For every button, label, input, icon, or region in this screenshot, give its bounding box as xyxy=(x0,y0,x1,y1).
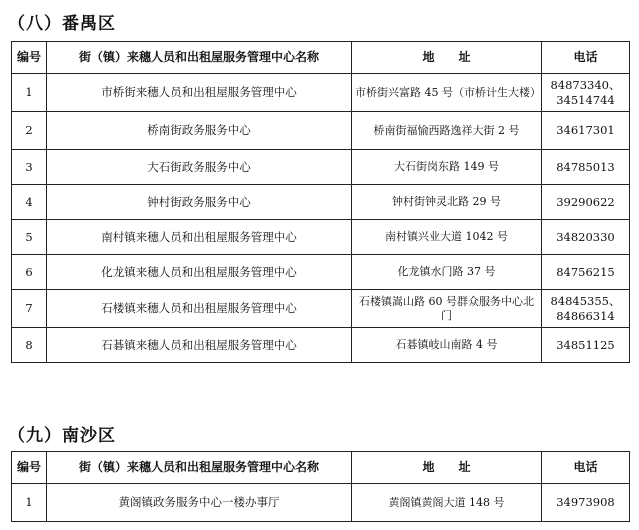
cell-address: 南村镇兴业大道 1042 号 xyxy=(352,220,542,255)
header-number: 编号 xyxy=(12,452,47,484)
table-header-row xyxy=(12,452,630,484)
cell-number: 3 xyxy=(12,150,47,185)
cell-name: 南村镇来穗人员和出租屋服务管理中心 xyxy=(47,220,352,255)
cell-address: 石楼镇嵩山路 60 号群众服务中心北门 xyxy=(352,290,542,328)
cell-name: 钟村街政务服务中心 xyxy=(47,185,352,220)
cell-name: 石楼镇来穗人员和出租屋服务管理中心 xyxy=(47,290,352,328)
cell-number: 1 xyxy=(12,484,47,522)
header-name: 街（镇）来穗人员和出租屋服务管理中心名称 xyxy=(47,452,352,484)
cell-number: 2 xyxy=(12,112,47,150)
table-row xyxy=(12,185,630,220)
cell-name: 黄阁镇政务服务中心一楼办事厅 xyxy=(47,484,352,522)
cell-address: 市桥街兴富路 45 号（市桥计生大楼） xyxy=(352,74,542,112)
cell-address: 桥南街福愉西路逸祥大街 2 号 xyxy=(352,112,542,150)
table-row xyxy=(12,150,630,185)
cell-phone: 34820330 xyxy=(542,220,630,255)
cell-name: 大石街政务服务中心 xyxy=(47,150,352,185)
table-row xyxy=(12,484,630,522)
header-address: 地 址 xyxy=(352,452,542,484)
office-table-nansha xyxy=(11,451,630,522)
cell-phone: 84845355、84866314 xyxy=(542,290,630,328)
header-phone: 电话 xyxy=(542,42,630,74)
cell-name: 石碁镇来穗人员和出租屋服务管理中心 xyxy=(47,328,352,363)
cell-address: 钟村街钟灵北路 29 号 xyxy=(352,185,542,220)
cell-address: 化龙镇水门路 37 号 xyxy=(352,255,542,290)
cell-name: 市桥街来穗人员和出租屋服务管理中心 xyxy=(47,74,352,112)
cell-phone: 84756215 xyxy=(542,255,630,290)
cell-phone: 84785013 xyxy=(542,150,630,185)
header-address: 地 址 xyxy=(352,42,542,74)
table-row xyxy=(12,112,630,150)
cell-phone: 39290622 xyxy=(542,185,630,220)
cell-name: 化龙镇来穗人员和出租屋服务管理中心 xyxy=(47,255,352,290)
cell-number: 7 xyxy=(12,290,47,328)
cell-phone: 34973908 xyxy=(542,484,630,522)
table-row xyxy=(12,74,630,112)
header-phone: 电话 xyxy=(542,452,630,484)
cell-phone: 34617301 xyxy=(542,112,630,150)
cell-number: 4 xyxy=(12,185,47,220)
header-name: 街（镇）来穗人员和出租屋服务管理中心名称 xyxy=(47,42,352,74)
cell-number: 6 xyxy=(12,255,47,290)
cell-address: 黄阁镇黄阁大道 148 号 xyxy=(352,484,542,522)
cell-phone: 34851125 xyxy=(542,328,630,363)
cell-name: 桥南街政务服务中心 xyxy=(47,112,352,150)
cell-address: 大石街岗东路 149 号 xyxy=(352,150,542,185)
cell-address: 石碁镇岐山南路 4 号 xyxy=(352,328,542,363)
cell-phone: 84873340、34514744 xyxy=(542,74,630,112)
header-number: 编号 xyxy=(12,42,47,74)
section-title-nansha: （九）南沙区 xyxy=(8,426,116,446)
section-title-panyu: （八）番禺区 xyxy=(8,14,116,34)
office-table-panyu xyxy=(11,41,630,363)
table-row xyxy=(12,328,630,363)
cell-number: 5 xyxy=(12,220,47,255)
cell-number: 1 xyxy=(12,74,47,112)
table-row xyxy=(12,290,630,328)
table-row xyxy=(12,220,630,255)
cell-number: 8 xyxy=(12,328,47,363)
table-row xyxy=(12,255,630,290)
table-header-row xyxy=(12,42,630,74)
